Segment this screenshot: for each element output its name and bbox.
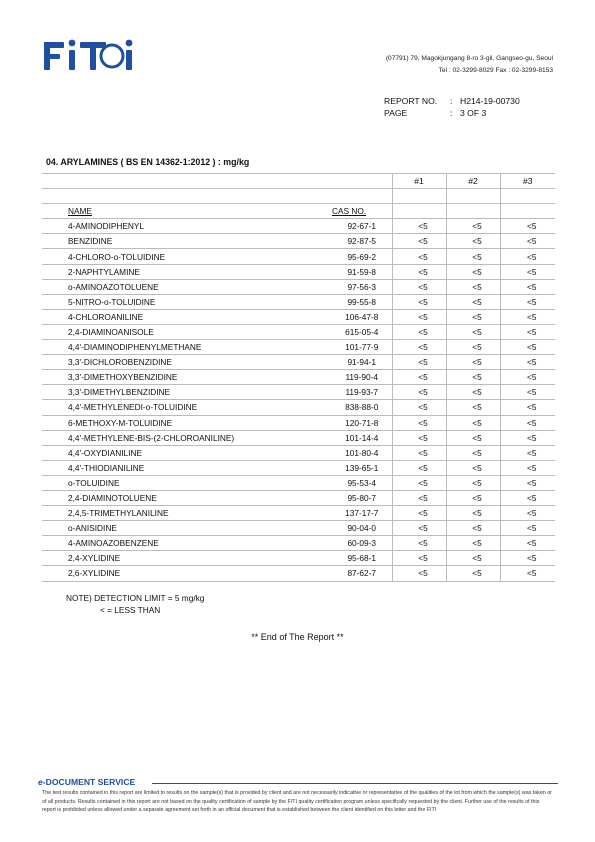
result-sample-2: <5	[446, 400, 500, 415]
table-row	[42, 234, 555, 249]
cas-number: 99-55-8	[332, 294, 392, 309]
result-sample-1: <5	[392, 506, 446, 521]
result-sample-3: <5	[500, 521, 555, 536]
result-sample-1: <5	[392, 490, 446, 505]
cas-number: 95-53-4	[332, 475, 392, 490]
table-row	[42, 219, 555, 234]
result-sample-2: <5	[446, 219, 500, 234]
table-row	[42, 355, 555, 370]
result-sample-2: <5	[446, 370, 500, 385]
result-sample-1: <5	[392, 340, 446, 355]
phone-fax-line: Tel : 02-3299-8029 Fax : 02-3299-8153	[438, 67, 553, 74]
result-sample-3: <5	[500, 370, 555, 385]
result-sample-1: <5	[392, 355, 446, 370]
result-sample-3: <5	[500, 460, 555, 475]
result-sample-3: <5	[500, 415, 555, 430]
cas-number: 106-47-8	[332, 309, 392, 324]
table-row	[42, 294, 555, 309]
result-sample-1: <5	[392, 415, 446, 430]
cas-number: 101-77-9	[332, 340, 392, 355]
page-label: PAGE	[384, 108, 408, 118]
result-sample-1: <5	[392, 370, 446, 385]
result-sample-3: <5	[500, 536, 555, 551]
fiti-logo	[42, 36, 138, 76]
result-sample-2: <5	[446, 385, 500, 400]
table-row	[42, 460, 555, 475]
result-sample-1: <5	[392, 475, 446, 490]
page-value: 3 OF 3	[460, 108, 487, 118]
section-title: 04. ARYLAMINES ( BS EN 14362-1:2012 ) : mg/kg	[46, 157, 250, 167]
cas-header: CAS NO.	[332, 204, 392, 219]
result-sample-2: <5	[446, 355, 500, 370]
result-sample-2: <5	[446, 264, 500, 279]
result-sample-1: <5	[392, 294, 446, 309]
result-sample-2: <5	[446, 521, 500, 536]
result-sample-2: <5	[446, 490, 500, 505]
result-sample-1: <5	[392, 324, 446, 339]
cas-number: 101-80-4	[332, 445, 392, 460]
result-sample-1: <5	[392, 219, 446, 234]
footer-service-title: e-DOCUMENT SERVICE	[38, 777, 136, 787]
cas-number: 119-93-7	[332, 385, 392, 400]
result-sample-3: <5	[500, 490, 555, 505]
result-sample-1: <5	[392, 264, 446, 279]
result-sample-3: <5	[500, 340, 555, 355]
footer-disclaimer: The test results contained in this report are limited to results on the sample(s) that is provided by client and are not necessarily indicative or representative of the qualities of the lot from which the sample(s) was taken or of all products. Results contained in this report are not based on the quality certification of sample by the FITI quality certification program unless specifically requested by the client. Further use of the results of this report is prohibited unless allowed under a separate agreement set forth in an official document that is established between the client identified on this letter and the FITI	[42, 790, 552, 814]
substance-name: 4-AMINODIPHENYL	[42, 219, 332, 234]
result-sample-3: <5	[500, 249, 555, 264]
result-sample-1: <5	[392, 460, 446, 475]
colon: :	[450, 108, 453, 118]
result-sample-1: <5	[392, 430, 446, 445]
result-sample-1: <5	[392, 249, 446, 264]
sample-3-header: #3	[500, 174, 555, 189]
table-row	[42, 309, 555, 324]
cas-number: 615-05-4	[332, 324, 392, 339]
result-sample-3: <5	[500, 264, 555, 279]
cas-number: 101-14-4	[332, 430, 392, 445]
result-sample-1: <5	[392, 445, 446, 460]
result-sample-3: <5	[500, 324, 555, 339]
sample-2-header: #2	[446, 174, 500, 189]
table-row	[42, 340, 555, 355]
result-sample-1: <5	[392, 551, 446, 566]
result-sample-2: <5	[446, 566, 500, 581]
colon: :	[450, 96, 453, 106]
result-sample-3: <5	[500, 551, 555, 566]
result-sample-2: <5	[446, 234, 500, 249]
detection-limit-note: NOTE) DETECTION LIMIT = 5 mg/kg	[66, 593, 205, 603]
sample-header-row	[42, 174, 555, 189]
cas-number: 119-90-4	[332, 370, 392, 385]
name-header: NAME	[42, 204, 332, 219]
result-sample-2: <5	[446, 460, 500, 475]
table-row	[42, 445, 555, 460]
result-sample-1: <5	[392, 279, 446, 294]
table-row	[42, 249, 555, 264]
substance-name: 3,3'-DIMETHOXYBENZIDINE	[42, 370, 332, 385]
substance-name: 4-CHLOROANILINE	[42, 309, 332, 324]
less-than-note: < = LESS THAN	[100, 605, 161, 615]
report-no-label: REPORT NO.	[384, 96, 438, 106]
substance-name: 2,4-XYLIDINE	[42, 551, 332, 566]
result-sample-3: <5	[500, 400, 555, 415]
note	[66, 592, 204, 616]
table-row	[42, 279, 555, 294]
cas-number: 95-69-2	[332, 249, 392, 264]
result-sample-1: <5	[392, 234, 446, 249]
result-sample-3: <5	[500, 430, 555, 445]
substance-name: 5-NITRO-o-TOLUIDINE	[42, 294, 332, 309]
table-row	[42, 475, 555, 490]
cas-number: 91-94-1	[332, 355, 392, 370]
table-row	[42, 566, 555, 581]
cas-number: 92-87-5	[332, 234, 392, 249]
table-row	[42, 430, 555, 445]
cas-number: 87-62-7	[332, 566, 392, 581]
table-row	[42, 415, 555, 430]
result-sample-1: <5	[392, 521, 446, 536]
result-sample-2: <5	[446, 551, 500, 566]
table-row	[42, 385, 555, 400]
result-sample-3: <5	[500, 475, 555, 490]
report-no-value: H214-19-00730	[460, 96, 520, 106]
sample-1-header: #1	[392, 174, 446, 189]
table-row	[42, 324, 555, 339]
result-sample-3: <5	[500, 385, 555, 400]
substance-name: 4-AMINOAZOBENZENE	[42, 536, 332, 551]
substance-name: o-ANISIDINE	[42, 521, 332, 536]
substance-name: 3,3'-DIMETHYLBENZIDINE	[42, 385, 332, 400]
result-sample-2: <5	[446, 249, 500, 264]
substance-name: BENZIDINE	[42, 234, 332, 249]
substance-name: 4,4'-METHYLENE-BIS-(2-CHLOROANILINE)	[42, 430, 332, 445]
table-row	[42, 521, 555, 536]
substance-name: 2,4-DIAMINOTOLUENE	[42, 490, 332, 505]
cas-number: 60-09-3	[332, 536, 392, 551]
table-row	[42, 400, 555, 415]
substance-name: 4,4'-OXYDIANILINE	[42, 445, 332, 460]
result-sample-3: <5	[500, 566, 555, 581]
substance-name: 4-CHLORO-o-TOLUIDINE	[42, 249, 332, 264]
result-sample-2: <5	[446, 415, 500, 430]
result-sample-2: <5	[446, 445, 500, 460]
cas-number: 91-59-8	[332, 264, 392, 279]
table-row	[42, 536, 555, 551]
result-sample-1: <5	[392, 536, 446, 551]
result-sample-2: <5	[446, 324, 500, 339]
cas-number: 838-88-0	[332, 400, 392, 415]
substance-name: 6-METHOXY-M-TOLUIDINE	[42, 415, 332, 430]
result-sample-2: <5	[446, 475, 500, 490]
cas-number: 97-56-3	[332, 279, 392, 294]
cas-number: 95-80-7	[332, 490, 392, 505]
cas-number: 90-04-0	[332, 521, 392, 536]
result-sample-3: <5	[500, 309, 555, 324]
table-row	[42, 264, 555, 279]
cas-number: 92-67-1	[332, 219, 392, 234]
cas-number: 120-71-8	[332, 415, 392, 430]
result-sample-3: <5	[500, 234, 555, 249]
table-row	[42, 551, 555, 566]
result-sample-2: <5	[446, 430, 500, 445]
table-row	[42, 506, 555, 521]
result-sample-2: <5	[446, 506, 500, 521]
result-sample-1: <5	[392, 385, 446, 400]
substance-name: 2,4-DIAMINOANISOLE	[42, 324, 332, 339]
result-sample-3: <5	[500, 219, 555, 234]
substance-name: 2,6-XYLIDINE	[42, 566, 332, 581]
column-header-row	[42, 204, 555, 219]
table-row	[42, 490, 555, 505]
cas-number: 95-68-1	[332, 551, 392, 566]
footer-divider	[152, 783, 558, 784]
substance-name: 4,4'-THIODIANILINE	[42, 460, 332, 475]
substance-name: o-AMINOAZOTOLUENE	[42, 279, 332, 294]
result-sample-3: <5	[500, 445, 555, 460]
company-address	[386, 53, 553, 77]
substance-name: 4,4'-DIAMINODIPHENYLMETHANE	[42, 340, 332, 355]
spacer-row	[42, 189, 555, 204]
end-of-report: ** End of The Report **	[251, 632, 344, 642]
result-sample-1: <5	[392, 309, 446, 324]
result-sample-3: <5	[500, 294, 555, 309]
result-sample-3: <5	[500, 355, 555, 370]
result-sample-2: <5	[446, 294, 500, 309]
results-table	[42, 173, 555, 582]
substance-name: 4,4'-METHYLENEDI-o-TOLUIDINE	[42, 400, 332, 415]
result-sample-2: <5	[446, 536, 500, 551]
substance-name: 3,3'-DICHLOROBENZIDINE	[42, 355, 332, 370]
result-sample-2: <5	[446, 340, 500, 355]
result-sample-1: <5	[392, 566, 446, 581]
result-sample-3: <5	[500, 279, 555, 294]
substance-name: o-TOLUIDINE	[42, 475, 332, 490]
table-row	[42, 370, 555, 385]
result-sample-3: <5	[500, 506, 555, 521]
address-line: (07791) 79, Magokjungang 8-ro 3-gil, Gangseo-gu, Seoul	[385, 55, 553, 62]
cas-number: 137-17-7	[332, 506, 392, 521]
result-sample-2: <5	[446, 309, 500, 324]
substance-name: 2,4,5-TRIMETHYLANILINE	[42, 506, 332, 521]
cas-number: 139-65-1	[332, 460, 392, 475]
result-sample-1: <5	[392, 400, 446, 415]
report-meta	[384, 95, 520, 119]
result-sample-2: <5	[446, 279, 500, 294]
substance-name: 2-NAPHTYLAMINE	[42, 264, 332, 279]
